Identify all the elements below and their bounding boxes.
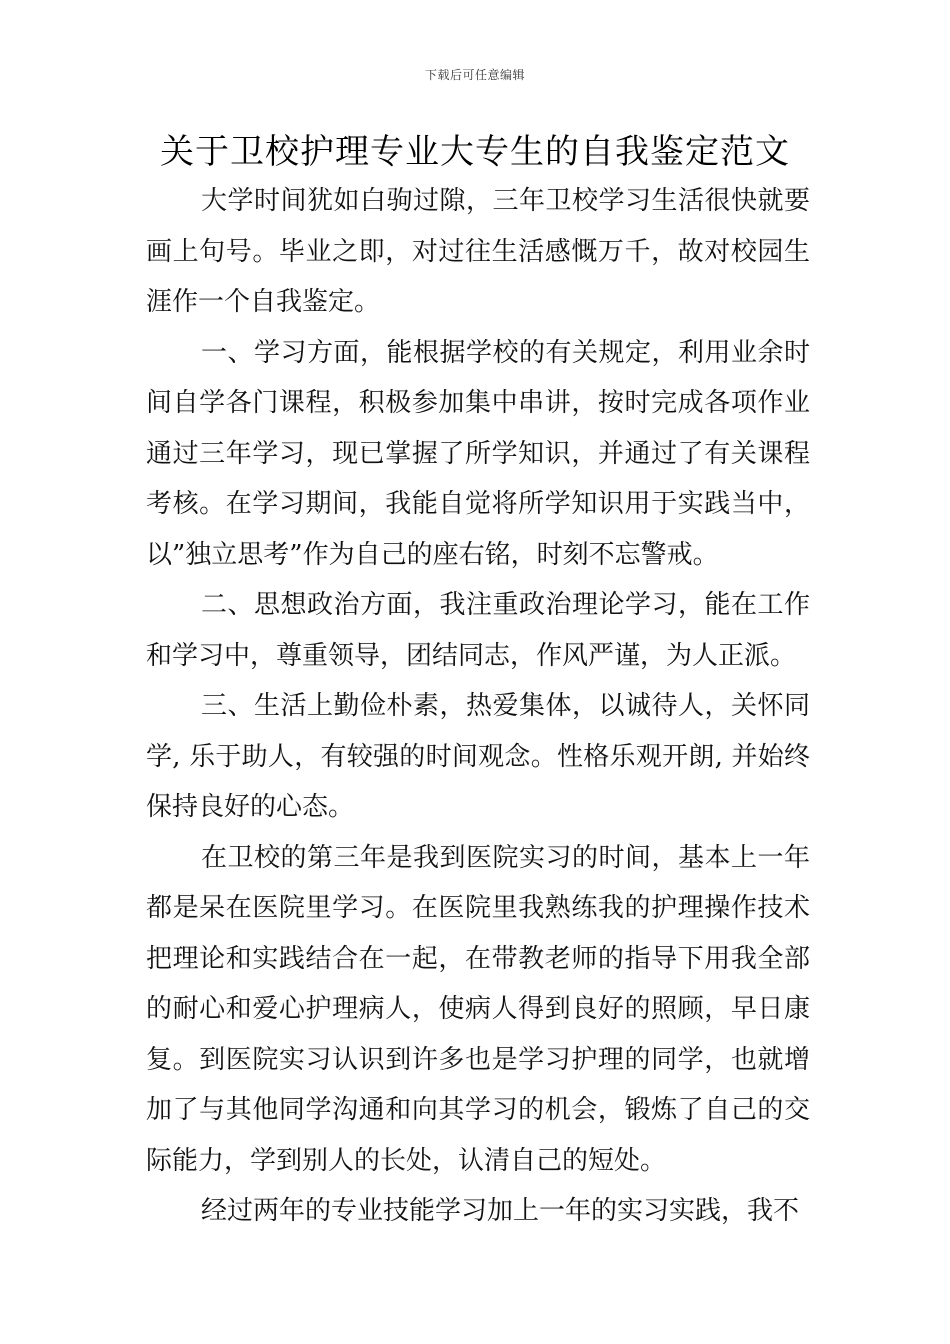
paragraph-study: 一、学习方面，能根据学校的有关规定，利用业余时间自学各门课程，积极参加集中串讲，按时完成各项作业通过三年学习，现已掌握了所学知识，并通过了有关课程考核。在学习期间，我能自觉将所学知识用于实践当中，以”独立思考”作为自己的座右铭，时刻不忘警戒。 xyxy=(146,337,810,570)
paragraph-internship: 在卫校的第三年是我到医院实习的时间，基本上一年都是呆在医院里学习。在医院里我熟练我的护理操作技术把理论和实践结合在一起，在带教老师的指导下用我全部的耐心和爱心护理病人，使病人得到良好的照顾，早日康复。到医院实习认识到许多也是学习护理的同学，也就增加了与其他同学沟通和向其学习的机会，锻炼了自己的交际能力，学到别人的长处，认清自己的短处。 xyxy=(146,842,810,1176)
header-note: 下载后可任意编辑 xyxy=(424,68,525,82)
paragraph-intro: 大学时间犹如白驹过隙，三年卫校学习生活很快就要画上句号。毕业之即，对过往生活感慨万千，故对校园生涯作一个自我鉴定。 xyxy=(146,186,810,317)
document-title: 关于卫校护理专业大专生的自我鉴定范文 xyxy=(160,132,790,172)
paragraph-politics: 二、思想政治方面，我注重政治理论学习，能在工作和学习中，尊重领导，团结同志，作风严谨，为人正派。 xyxy=(146,590,810,671)
paragraph-life: 三、生活上勤俭朴素，热爱集体，以诚待人，关怀同学, 乐于助人，有较强的时间观念。性格乐观开朗, 并始终保持良好的心态。 xyxy=(146,691,810,822)
paragraph-summary: 经过两年的专业技能学习加上一年的实习实践，我不 xyxy=(201,1196,800,1226)
document-body xyxy=(146,176,810,1237)
